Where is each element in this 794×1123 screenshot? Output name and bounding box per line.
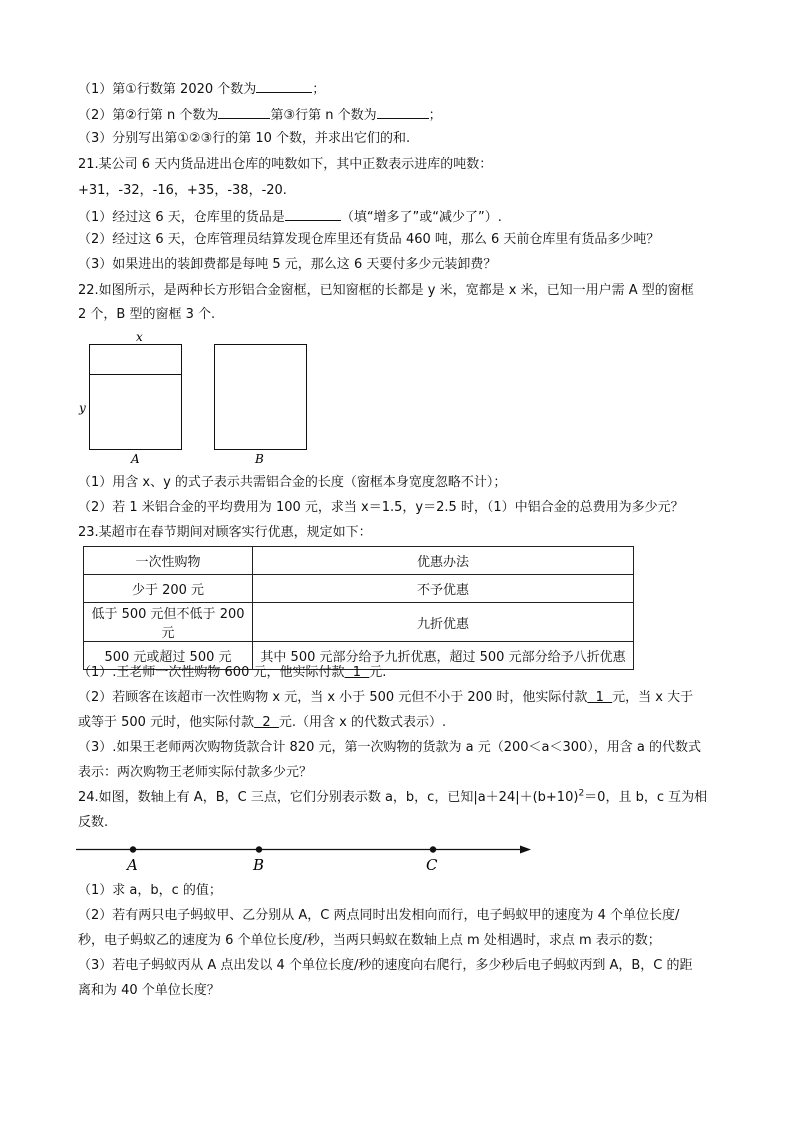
point-c-label: C <box>426 856 438 874</box>
frame-b <box>215 345 307 450</box>
table-header-row <box>84 547 634 575</box>
q24-part3-line2: 离和为 40 个单位长度？ <box>78 983 220 998</box>
q20-part2: （2）第②行第 n 个数为 第③行第 n 个数为 ； <box>78 104 442 125</box>
answer-blank <box>377 104 429 119</box>
q23-part3-line2: 表示：两次购物王老师实际付款多少元？ <box>78 765 313 780</box>
table-row <box>84 575 634 603</box>
q22-title-line2: 2 个，B 型的窗框 3 个. <box>78 307 216 322</box>
frame-a <box>90 345 182 450</box>
q24-part3-line1: （3）若电子蚂蚁丙从 A 点出发以 4 个单位长度/秒的速度向右爬行，多少秒后电子蚂蚁丙到 A，B，C 的距 <box>78 958 693 973</box>
q21-title: 21.某公司 6 天内货品进出仓库的吨数如下，其中正数表示进库的吨数： <box>78 157 493 172</box>
filled-answer: 2 <box>254 715 279 730</box>
number-line-figure <box>70 836 540 876</box>
table-cell: 少于 200 元 <box>84 575 253 603</box>
q21-part1: （1）经过这 6 天，仓库里的货品是 （填“增多了”或“减少了”）. <box>78 206 502 227</box>
q20-part3: （3）分别写出第①②③行的第 10 个数，并求出它们的和. <box>78 131 411 146</box>
q24-title-line1: 24.如图，数轴上有 A，B，C 三点，它们分别表示数 a，b，c，已知$|a+24|+(b+10)^2=0$，且 b，c 互为相 <box>78 788 708 805</box>
answer-blank <box>256 78 312 93</box>
discount-table <box>83 546 634 670</box>
table-row <box>84 603 634 642</box>
q23-part3-line1: （3）.如果王老师两次购物货款合计 820 元，第一次购物的货款为 a 元（200＜a＜300），用含 a 的代数式 <box>78 740 702 755</box>
point-b-label: B <box>253 856 265 874</box>
q23-part2-line1: （2）若顾客在该超市一次性购物 x 元，当 x 小于 500 元但不小于 200 时，他实际付款 1 元，当 x 大于 <box>78 690 694 705</box>
label-y: y <box>79 401 86 415</box>
table-cell: 不予优惠 <box>253 575 634 603</box>
filled-answer: 1 <box>344 665 370 680</box>
q21-part3: （3）如果进出的装卸费都是每吨 5 元，那么这 6 天要付多少元装卸费？ <box>78 257 497 272</box>
answer-blank <box>218 104 270 119</box>
table-cell: 500 元或超过 500 元 <box>84 642 253 670</box>
table-cell: 低于 500 元但不低于 200 元 <box>84 603 253 642</box>
q21-part2: （2）经过这 6 天，仓库管理员结算发现仓库里还有货品 460 吨，那么 6 天前仓库里有货品多少吨？ <box>78 232 660 247</box>
q23-part2-line2: 或等于 500 元时，他实际付款 2 元.（用含 x 的代数式表示）. <box>78 715 447 730</box>
table-header: 一次性购物 <box>84 547 253 575</box>
point-b <box>256 846 262 852</box>
q22-title-line1: 22.如图所示，是两种长方形铝合金窗框，已知窗框的长都是 y 米，宽都是 x 米，已知一用户需 A 型的窗框 <box>78 283 694 298</box>
q21-data: +31，-32，-16，+35，-38，-20. <box>78 183 287 198</box>
q22-part2: （2）若 1 米铝合金的平均费用为 100 元，求当 x＝1.5，y＝2.5 时，（1）中铝合金的总费用为多少元？ <box>78 500 684 515</box>
q24-part1: （1）求 a，b，c 的值； <box>78 883 222 898</box>
number-line-arrow <box>520 846 531 854</box>
label-x: x <box>136 330 143 344</box>
q22-part1: （1）用含 x、y 的式子表示共需铝合金的长度（窗框本身宽度忽略不计）； <box>78 475 507 490</box>
window-frames-figure <box>70 326 330 466</box>
label-b: B <box>255 452 264 466</box>
q24-title-line2: 反数. <box>78 815 109 830</box>
table-header: 优惠办法 <box>253 547 634 575</box>
answer-blank <box>285 206 341 221</box>
q23-part1: （1）.王老师一次性购物 600 元，他实际付款 1 元. <box>78 665 387 680</box>
q23-title: 23.某超市在春节期间对顾客实行优惠，规定如下： <box>78 525 372 540</box>
point-c <box>430 846 436 852</box>
point-a-label: A <box>127 856 138 874</box>
q20-part1: （1）第①行数第 2020 个数为 ； <box>78 78 325 99</box>
point-a <box>130 846 136 852</box>
filled-answer: 1 <box>587 690 613 705</box>
q24-part2-line1: （2）若有两只电子蚂蚁甲、乙分别从 A，C 两点同时出发相向而行，电子蚂蚁甲的速度为 4 个单位长度/ <box>78 908 680 923</box>
table-cell: 其中 500 元部分给予九折优惠，超过 500 元部分给予八折优惠 <box>253 642 634 670</box>
label-a: A <box>131 452 140 466</box>
table-cell: 九折优惠 <box>253 603 634 642</box>
q24-part2-line2: 秒，电子蚂蚁乙的速度为 6 个单位长度/秒，当两只蚂蚁在数轴上点 m 处相遇时，求点 m 表示的数； <box>78 933 661 948</box>
